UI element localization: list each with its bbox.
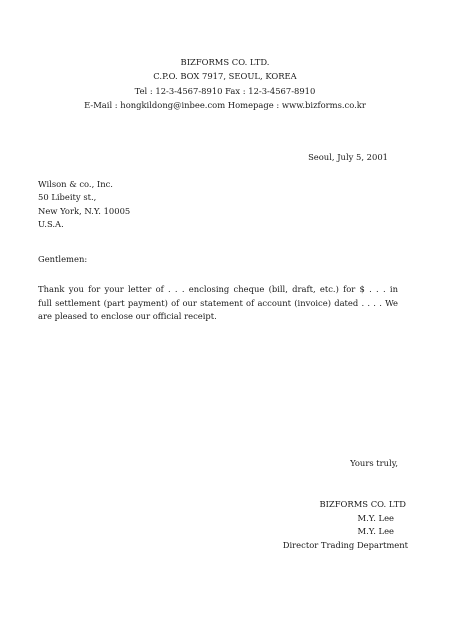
recipient-street: 50 Libeity st.,	[38, 192, 97, 203]
signature-title: Director Trading Department	[282, 539, 408, 550]
signature-name: M.Y. Lee	[357, 512, 394, 523]
letterhead	[0, 55, 450, 112]
recipient-country: U.S.A.	[38, 218, 64, 229]
signature-company: BIZFORMS CO. LTD	[319, 499, 406, 509]
letter-date: Seoul, July 5, 2001	[308, 152, 388, 162]
salutation: Gentlemen:	[38, 254, 88, 264]
body-line-3: are pleased to enclose our official receipt.	[38, 311, 217, 321]
signature-name-typed: M.Y. Lee	[357, 526, 394, 536]
recipient-name: Wilson & co., Inc.	[38, 179, 113, 189]
company-address: C.P.O. BOX 7917, SEOUL, KOREA	[153, 71, 297, 82]
letter-body	[38, 283, 398, 324]
company-email-homepage: E-Mail : hongkildong@inbee.com Homepage : www.bizforms.co.kr	[84, 99, 366, 110]
company-phone-fax: Tel : 12-3-4567-8910 Fax : 12-3-4567-8910	[134, 85, 316, 96]
recipient-city: New York, N.Y. 10005	[38, 205, 131, 216]
company-name: BIZFORMS CO. LTD.	[180, 57, 270, 67]
body-line-1: Thank you for your letter of . . . enclosing cheque (bill, draft, etc.) for $ . . . in	[38, 284, 398, 294]
body-line-2: full settlement (part payment) of our statement of account (invoice) dated . . . . We	[38, 297, 398, 308]
recipient-address	[38, 178, 130, 231]
signature-block	[283, 498, 408, 552]
complimentary-close: Yours truly,	[350, 458, 398, 468]
